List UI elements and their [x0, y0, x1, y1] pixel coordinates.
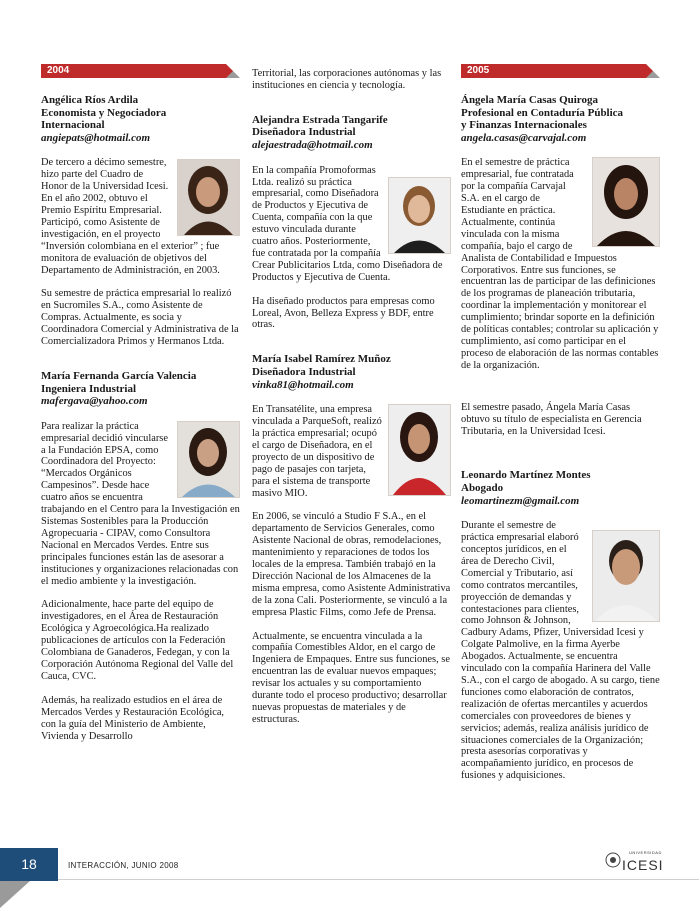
name-line: Angélica Ríos Ardila: [41, 94, 139, 106]
title-line: y Finanzas Internacionales: [461, 119, 587, 132]
paragraph: En Transatélite, una empresa vinculada a ParqueSoft, realizó la práctica empresarial; ocupó el cargo de Diseñadora, en el proyecto de un dispositivo de pago de pasajes con tarjeta, para el sistema de transporte masivo MIO.: [252, 404, 382, 499]
profile-name: [252, 353, 451, 378]
profile-alejandra: [252, 114, 451, 332]
paragraph: Su semestre de práctica empresarial lo realizó en Sucromiles S.A., como Asistente de Compras. Actualmente, es socia y Coordinadora Comercial y Administrativa de la Comercializadora Primos y Hermanos Ltda.: [41, 288, 239, 348]
paragraph: Para realizar la práctica empresarial decidió vincularse a la Fundación EPSA, como Coordinadora del Proyecto: “Mercados Orgánicos Campesinos”. Desde hace cuatro años se encuentra trabajando en el Centro para la Investigación en Sistemas Sostenibles para la Producción Agropecuaria - CIPAV, como Consultora Nacional en Mercados Verdes. Entre sus principales funciones están las de asesorar a instituciones y organizaciones relacionadas con el medio ambiente y la investigación.: [41, 420, 240, 587]
page-number: 18: [0, 848, 58, 881]
profile-angela: [461, 94, 660, 437]
paragraph: De tercero a décimo semestre, hizo parte del Cuadro de Honor de la Universidad Icesi. En el año 2002, obtuvo el Premio Espíritu Empresarial. Participó, como Asistente de investigación, en el proyecto “Inversión colombiana en el exterior” ; fue monitora de evaluación de objetivos del Departamento de Administración, en 2003.: [41, 157, 220, 276]
profile-name: [41, 370, 240, 395]
profile-email[interactable]: angela.casas@carvajal.com: [461, 131, 587, 144]
profile-email[interactable]: angiepats@hotmail.com: [41, 131, 151, 144]
title-line: Economista y Negociadora: [41, 106, 167, 119]
column-middle: [252, 68, 451, 748]
portrait-photo: [388, 404, 451, 496]
title-line: Ingeniera Industrial: [41, 382, 137, 395]
paragraph: En 2006, se vinculó a Studio F S.A., en el departamento de Servicios Generales, como Asistente Nacional de obras, remodelaciones, mantenimiento y reparaciones de todos los locales de la empresa. También trabajó en la Dirección Nacional de los Almacenes de la misma empresa, como Asistente Administrativa de la zona Cali. Posteriormente, se vinculó a la empresa Plastic Films, como Jefe de Prensa.: [252, 511, 451, 618]
magazine-issue: INTERACCIÓN, JUNIO 2008: [68, 861, 179, 870]
portrait-photo: [177, 421, 240, 498]
column-right: [461, 64, 660, 804]
title-line: Profesional en Contaduría Pública: [461, 106, 624, 119]
title-line: Abogado: [461, 482, 504, 494]
continued-paragraph: Territorial, las corporaciones autónomas y las instituciones en ciencia y tecnología.: [252, 68, 442, 91]
paragraph: Durante el semestre de práctica empresarial elaboró conceptos jurídicos, en el área de Derecho Civil, Comercial y Tributario, así como contratos mercantiles, proyección de demandas y contestaciones para clientes, como Johnson & Johnson, Cadbury Adams, Pfizer, Universidad Icesi y Colgate Palmolive, en la firma Ayerbe Abogados. Actualmente, se encuentra vinculado con la compañía Harinera del Valle S.A., con el cargo de abogado. A su cargo, tiene funciones como elaboración de contratos, realización de ofertas mercantiles y acuerdos comerciales con proveedores de bienes y servicios; además, realiza análisis jurídico de situaciones comerciales de la Organización; presta asesorías corporativas y acompañamiento jurídico, en procesos de fusiones y adquisiciones.: [461, 520, 660, 782]
profile-name: [461, 94, 660, 132]
profile-name: [461, 469, 660, 494]
footer-rule: [58, 879, 699, 880]
year-label: 2004: [47, 65, 70, 76]
logo-university-label: UNIVERSIDAD: [629, 850, 662, 855]
title-line: Diseñadora Industrial: [252, 126, 356, 139]
banner-fold: [226, 64, 240, 78]
profile-maria-isabel: [252, 353, 451, 725]
title-line: Diseñadora Industrial: [252, 365, 356, 378]
paragraph: Adicionalmente, hace parte del equipo de investigadores, en el Área de Restauración Ecológica y Agroecológica.Ha realizado publicaciones de artículos con la Federación Colombiana de Ganaderos, Fedegan, y con la Corporación Autónoma Regional del Valle del Cauca, CVC.: [41, 599, 234, 682]
paragraph: El semestre pasado, Ángela María Casas obtuvo su título de especialista en Gerencia Tributaria, en la Universidad Icesi.: [461, 401, 642, 437]
name-line: Ángela María Casas Quiroga: [461, 94, 598, 106]
profile-email[interactable]: mafergava@yahoo.com: [41, 395, 148, 408]
paragraph: En la compañía Promoformas Ltda. realizó su práctica empresarial, como Diseñadora de Productos y Ejecutiva de Cuenta, compañía con la que estuvo vinculada durante cuatro años. Posteriormente, fue contratada por la compañía Crear Publicitarios Ltda, como Diseñadora de Productos y Ejecutiva de Cuenta.: [252, 164, 443, 283]
year-banner-2005: [461, 64, 660, 78]
profile-email[interactable]: alejaestrada@hotmail.com: [252, 139, 373, 151]
portrait-photo: [388, 177, 451, 254]
name-line: María Fernanda García Valencia: [41, 369, 197, 382]
name-line: Alejandra Estrada Tangarife: [252, 113, 388, 126]
name-line: María Isabel Ramírez Muñoz: [252, 353, 391, 366]
year-banner-2004: [41, 64, 240, 78]
profile-maria-fernanda: [41, 370, 240, 742]
portrait-photo: [592, 157, 660, 247]
profile-name: [41, 94, 240, 132]
portrait-photo: [177, 159, 240, 236]
profile-email[interactable]: vinka81@hotmail.com: [252, 378, 354, 391]
profile-leonardo: [461, 469, 660, 782]
logo-wordmark: ICESI: [622, 857, 664, 873]
paragraph: Además, ha realizado estudios en el área de Mercados Verdes y Restauración Ecológica, con la guía del Ministerio de Ambiente, Vivienda y Desarrollo: [41, 694, 225, 742]
portrait-photo: [592, 530, 660, 622]
name-line: Leonardo Martínez Montes: [461, 469, 591, 482]
banner-fold: [646, 64, 660, 78]
paragraph: En el semestre de práctica empresarial, fue contratada por la compañía Carvajal S.A. en el cargo de Estudiante en práctica. Actualmente, continúa vinculada con la misma compañía, bajo el cargo de Analista de Contabilidad e Impuestos Corporativos. Entre sus funciones, se encuentran las de participar de las definiciones de los programas de planeación tributaria, coordinar la implementación y monitorear el cumplimiento; brindar soporte en la definición de políticas contables; controlar su aplicación y cumplimiento, así como participar en el proceso de elaboración de las normas contables de la organización.: [461, 157, 659, 371]
footer-corner-accent: [0, 870, 11, 881]
profile-name: [252, 114, 451, 139]
profile-email[interactable]: leomartinezm@gmail.com: [461, 494, 580, 507]
year-label: 2005: [467, 65, 490, 76]
column-left: [41, 64, 240, 764]
paragraph: Ha diseñado productos para empresas como Loreal, Avon, Belleza Express y BDF, entre otras.: [252, 295, 435, 331]
footer-corner-fold: [0, 881, 30, 908]
title-line: Internacional: [41, 119, 105, 132]
profile-angelica: [41, 94, 240, 348]
paragraph: Actualmente, se encuentra vinculada a la compañía Comestibles Aldor, en el cargo de Ingeniera de Empaques. Entre sus funciones, se encuentran las de evaluar nuevos empaques; revisar los actuales y su comportamiento durante todo el proceso productivo; desarrollar nuevas propuestas de materiales y de estructuras.: [252, 630, 450, 725]
